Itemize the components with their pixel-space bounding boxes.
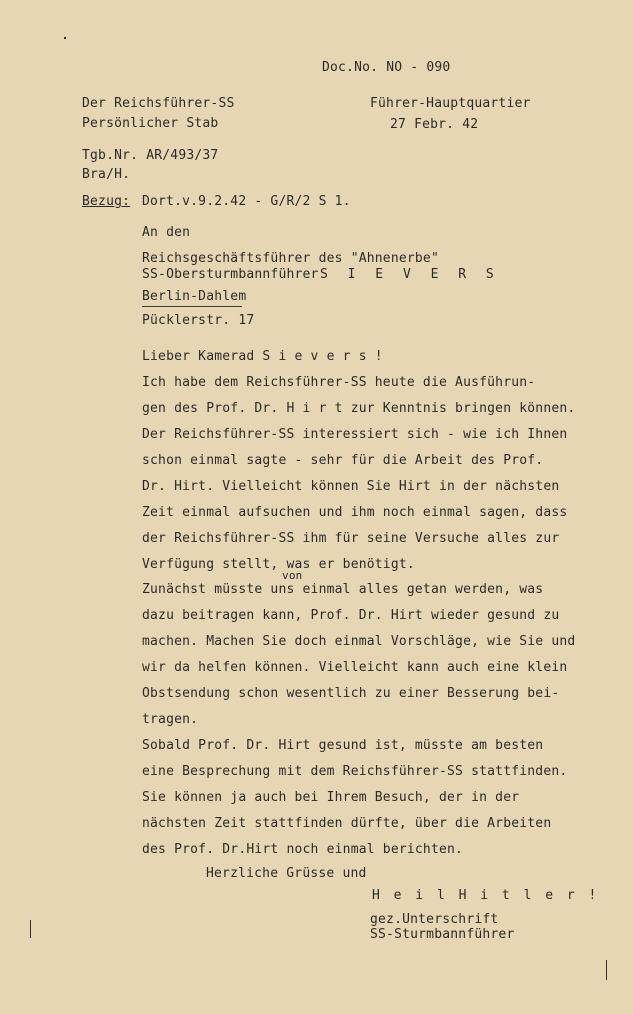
sender-line2: Persönlicher Stab [82, 116, 219, 131]
body-line: Obstsendung schon wesentlich zu einer Besserung bei- [142, 686, 560, 701]
body-line: Sie können ja auch bei Ihrem Besuch, der in der [142, 790, 520, 805]
body-line: des Prof. Dr.Hirt noch einmal berichten. [142, 842, 464, 857]
body-line: Der Reichsführer-SS interessiert sich - wie ich Ihnen [142, 427, 568, 442]
doc-number: Doc.No. NO - 090 [322, 60, 451, 75]
body-line: Ich habe dem Reichsführer-SS heute die Ausführun- [142, 375, 536, 390]
body-line: machen. Machen Sie doch einmal Vorschläge, wie Sie und [142, 634, 576, 649]
closing-greeting: Herzliche Grüsse und [206, 866, 367, 881]
address-street: Pücklerstr. 17 [142, 313, 255, 328]
salutation: Lieber Kamerad S i e v e r s ! [142, 349, 383, 364]
address-line1: Reichsgeschäftsführer des "Ahnenerbe" [142, 251, 439, 266]
paper-tick-right [606, 960, 607, 980]
initials: Bra/H. [82, 167, 131, 182]
insert-von: von [282, 569, 303, 582]
sender-line1: Der Reichsführer-SS [82, 96, 235, 111]
body-line: eine Besprechung mit dem Reichsführer-SS stattfinden. [142, 764, 568, 779]
body-line: tragen. [142, 712, 199, 727]
address-to: An den [142, 225, 191, 240]
signature-rank: SS-Sturmbannführer [370, 927, 515, 942]
bezug-text: Dort.v.9.2.42 - G/R/2 S 1. [142, 194, 351, 209]
reference-number: Tgb.Nr. AR/493/37 [82, 148, 219, 163]
address-line2-name: S I E V E R S [320, 267, 500, 282]
body-line: Zeit einmal aufsuchen und ihm noch einmal sagen, dass [142, 505, 568, 520]
body-line: schon einmal sagte - sehr für die Arbeit des Prof. [142, 453, 544, 468]
body-line: Verfügung stellt, was er benötigt. [142, 557, 415, 572]
signature: gez.Unterschrift [370, 912, 499, 927]
body-line: Sobald Prof. Dr. Hirt gesund ist, müsste am besten [142, 738, 544, 753]
place: Führer-Hauptquartier [370, 96, 531, 111]
body-line: dazu beitragen kann, Prof. Dr. Hirt wieder gesund zu [142, 608, 560, 623]
body-line: wir da helfen können. Vielleicht kann auch eine klein [142, 660, 568, 675]
body-line: Zunächst müsste uns einmal alles getan werden, was [142, 582, 544, 597]
paper-dot [64, 37, 66, 39]
address-city: Berlin-Dahlem [142, 289, 247, 304]
body-line: nächsten Zeit stattfinden dürfte, über die Arbeiten [142, 816, 552, 831]
body-line: gen des Prof. Dr. H i r t zur Kenntnis bringen können. [142, 401, 576, 416]
city-underline [142, 306, 242, 307]
closing-heil: H e i l H i t l e r ! [372, 888, 600, 903]
address-line2-prefix: SS-Obersturmbannführer [142, 267, 319, 282]
body-line: der Reichsführer-SS ihm für seine Versuche alles zur [142, 531, 560, 546]
bezug-label: Bezug: [82, 194, 131, 209]
date: 27 Febr. 42 [390, 117, 479, 132]
body-line: Dr. Hirt. Vielleicht können Sie Hirt in der nächsten [142, 479, 560, 494]
paper-tick [30, 920, 31, 938]
